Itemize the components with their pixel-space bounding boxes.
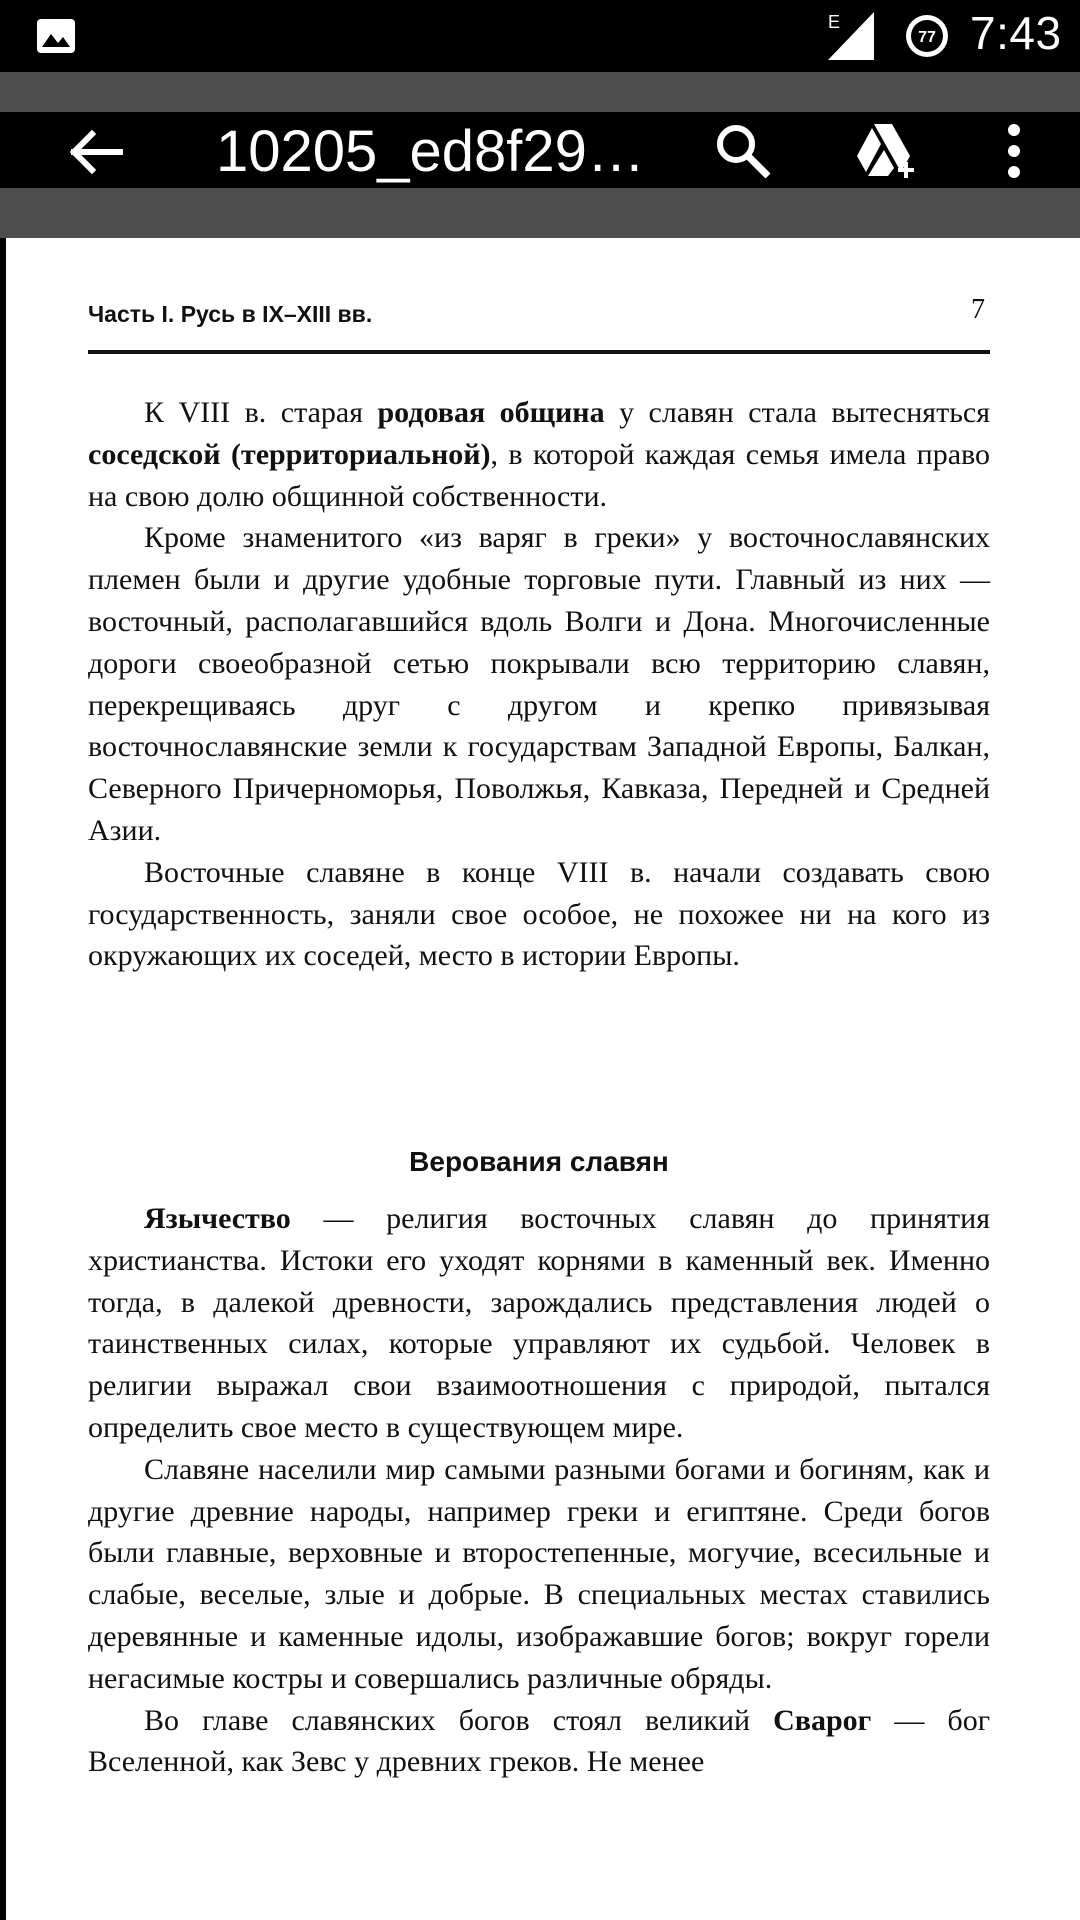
document-title: 10205_ed8f29… xyxy=(216,119,645,184)
page-number: 7 xyxy=(971,294,985,325)
battery-icon xyxy=(904,13,950,59)
status-bar xyxy=(0,0,1080,72)
search-icon[interactable] xyxy=(714,122,772,180)
text-block-1 xyxy=(88,392,990,977)
gallery-notification-icon xyxy=(36,18,76,54)
paragraph: Язычество — религия восточных славян до принятия христианства. Истоки его уходят корнями в каменный век. Именно тогда, в далекой древности, зарождались представления людей о таинственных силах, которые управляют их судьбой. Человек в религии выражал свои взаимоотношения с природой, пытался определить свое место в существующем мире. xyxy=(88,1202,990,1444)
paragraph: Славяне населили мир самыми разными богами и богиням, как и другие древние народы, например греки и египтяне. Среди богов были главные, верховные и второстепенные, могучие, всесильные и слабые, веселые, злые и добрые. В специальных местах ставились деревянные и каменные идолы, изображавшие богов; вокруг горели негасимые костры и совершались различные обряды. xyxy=(88,1452,990,1695)
clock: 7:43 xyxy=(970,7,1062,59)
page-background-band-bottom xyxy=(0,188,1080,238)
text-block-2 xyxy=(88,1198,990,1783)
back-arrow-icon[interactable] xyxy=(68,130,124,174)
app-toolbar xyxy=(0,112,1080,188)
document-page[interactable] xyxy=(6,238,1080,1920)
paragraph: Во главе славянских богов стоял великий Сварог — бог Вселенной, как Зевс у древних греков. Не менее xyxy=(88,1703,990,1779)
cellular-signal-icon xyxy=(826,10,874,62)
section-heading: Верования славян xyxy=(409,1146,669,1177)
google-drive-add-icon[interactable] xyxy=(854,120,918,182)
more-vert-icon[interactable] xyxy=(1000,122,1028,180)
paragraph: Восточные славяне в конце VIII в. начали создавать свою государственность, заняли свое особое, не похожее ни на кого из окружающих их соседей, место в истории Европы. xyxy=(88,855,990,973)
battery-level: 77 xyxy=(918,29,936,46)
header-rule xyxy=(88,350,990,354)
paragraph: Кроме знаменитого «из варяг в греки» у восточнославянских племен были и другие удобные торговые пути. Главный из них — восточный, располагавшийся вдоль Волги и Дона. Многочисленные дороги своеобразной сетью покрывали всю территорию славян, перекрещиваясь друг с другом и крепко привязывая восточнославянские земли к государствам Западной Европы, Балкан, Северного Причерноморья, Поволжья, Кавказа, Передней и Средней Азии. xyxy=(88,521,990,847)
page-background-band-top xyxy=(0,72,1080,112)
paragraph: К VIII в. старая родовая община у славян стала вытесняться соседской (территориальной), в которой каждая семья имела право на свою долю общинной собственности. xyxy=(88,396,990,513)
network-type-label: E xyxy=(828,12,841,32)
running-head: Часть I. Русь в IX–XIII вв. xyxy=(88,301,373,327)
